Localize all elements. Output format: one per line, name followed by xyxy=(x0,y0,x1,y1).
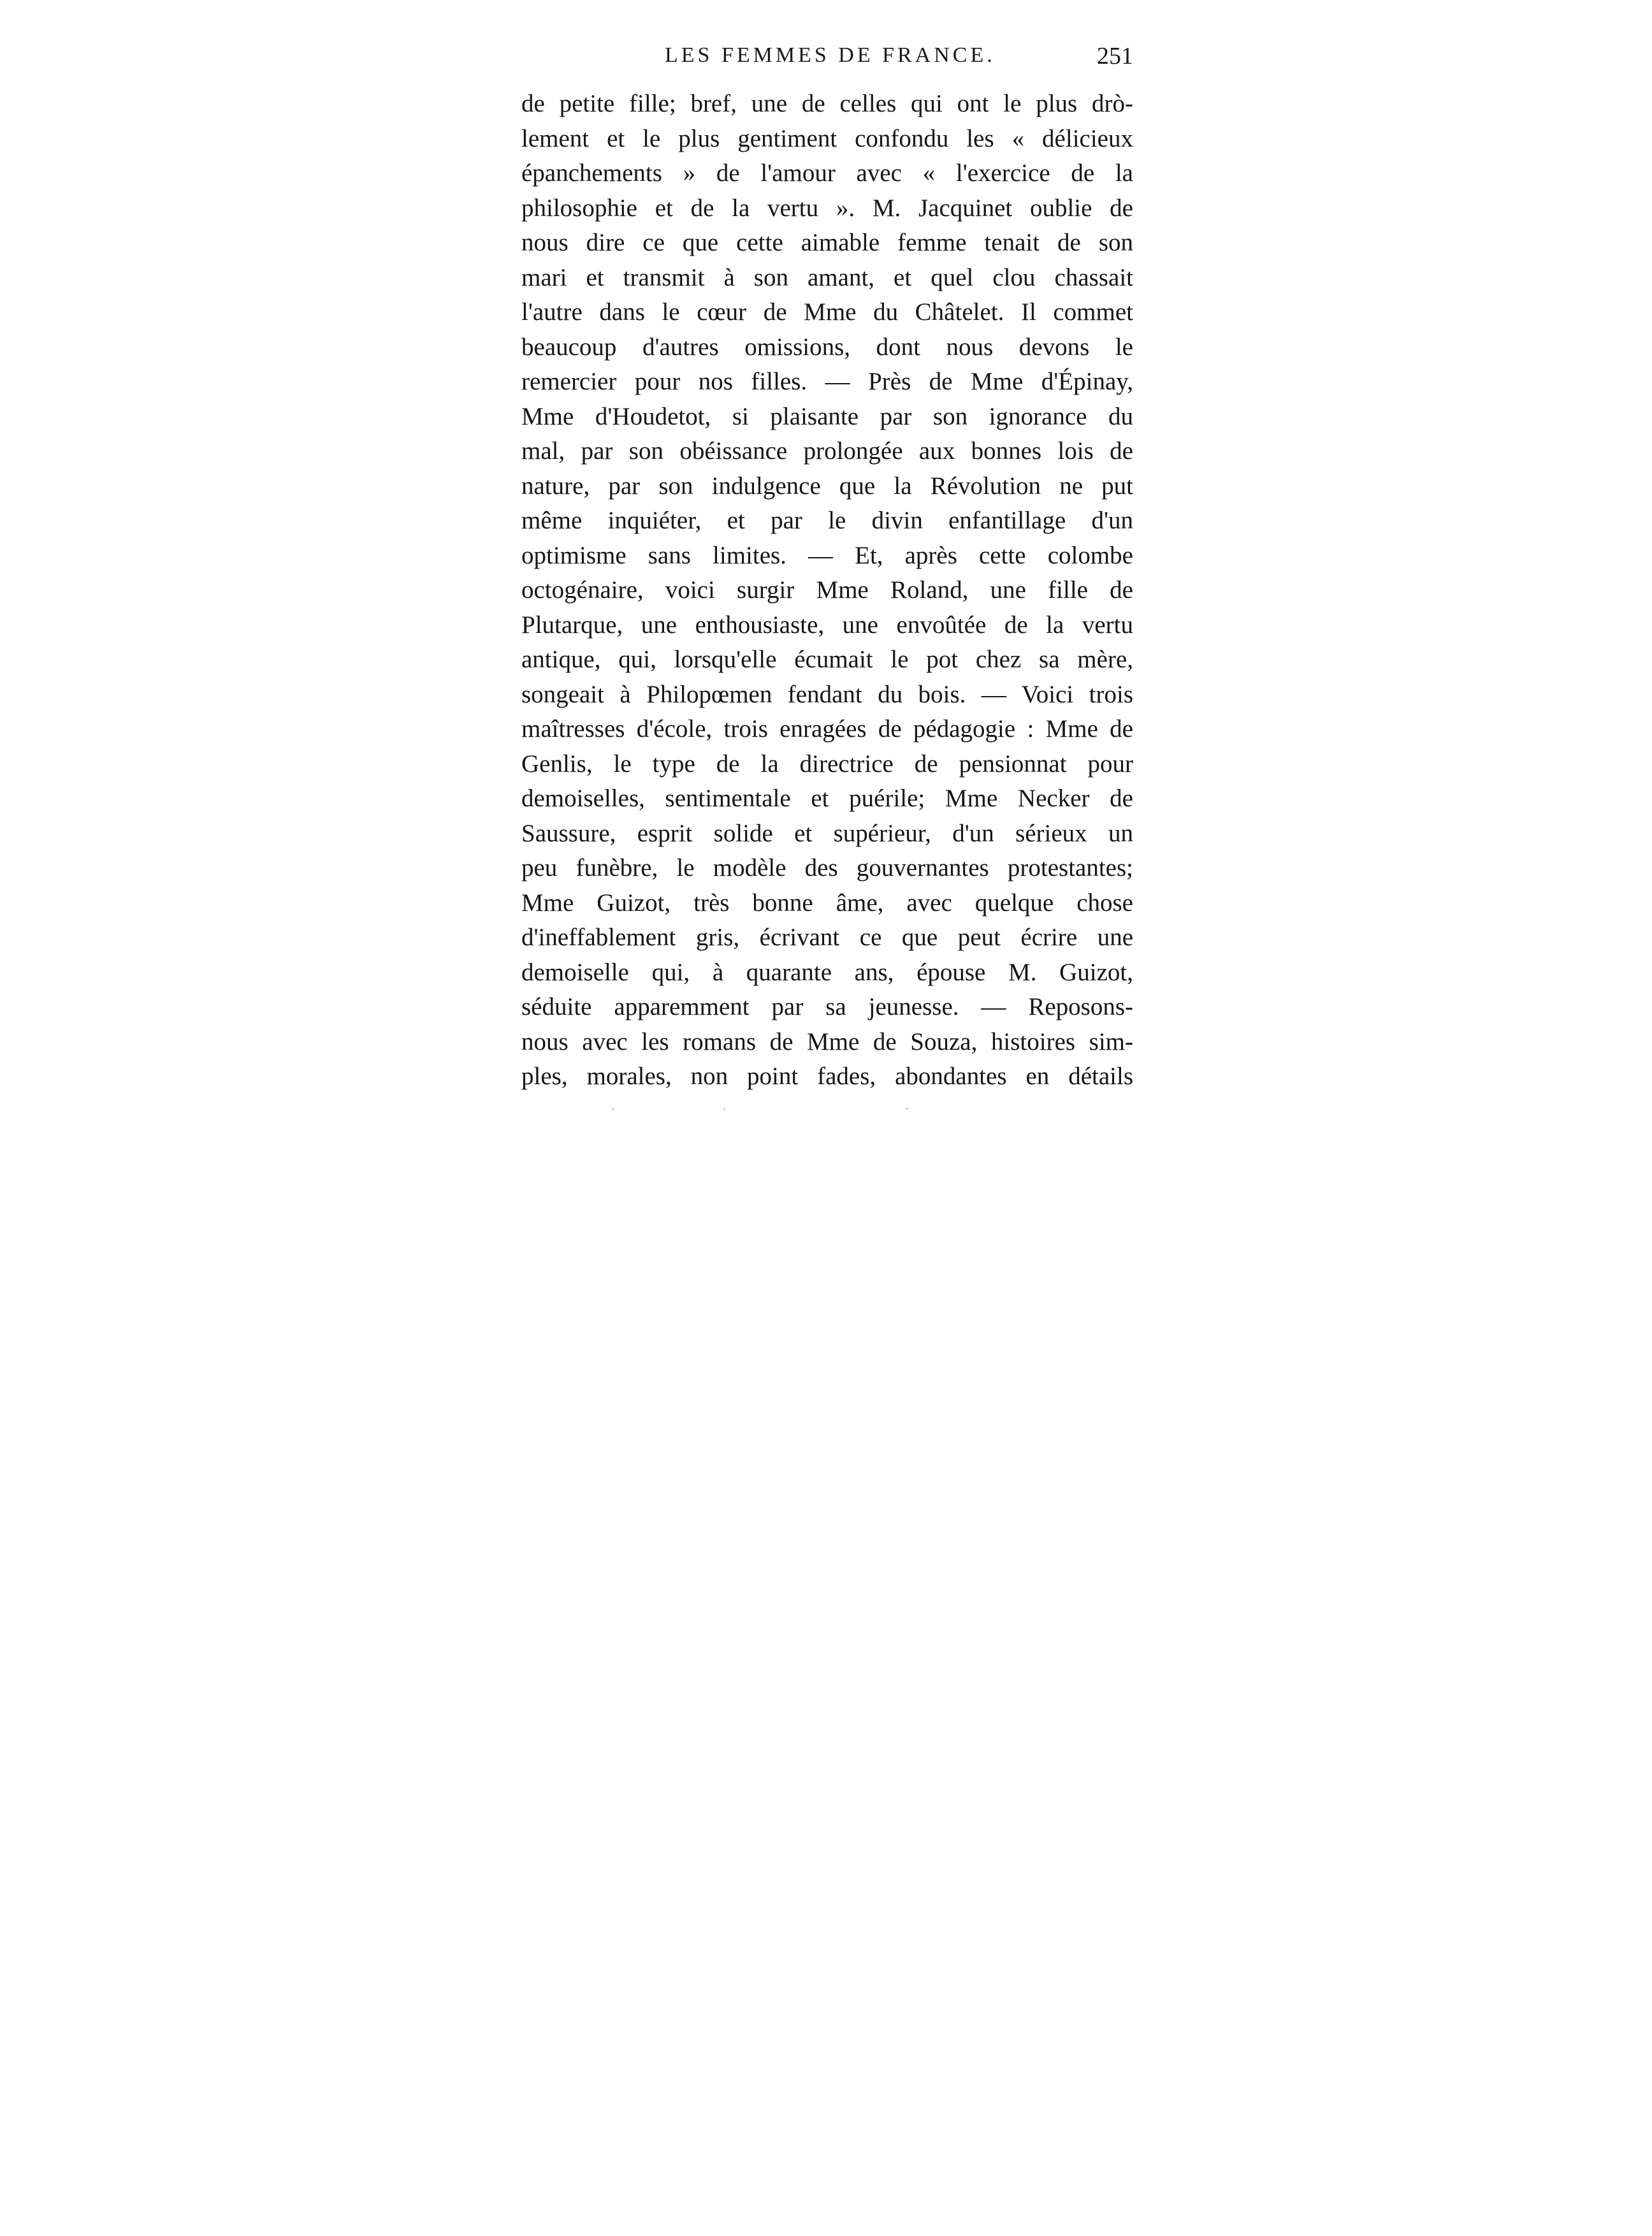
text-line: philosophie et de la vertu ». M. Jacquinet oublie de xyxy=(521,194,1133,222)
text-line: remercier pour nos filles. — Près de Mme d'Épinay, xyxy=(521,368,1133,395)
body-text xyxy=(521,87,1133,1094)
text-line: lement et le plus gentiment confondu les « délicieux xyxy=(521,124,1133,152)
text-line: mal, par son obéissance prolongée aux bonnes lois de xyxy=(521,437,1133,465)
scan-specks xyxy=(612,1108,918,1114)
text-line: mari et transmit à son amant, et quel clou chassait xyxy=(521,263,1133,291)
text-line: Plutarque, une enthousiaste, une envoûtée de la vertu xyxy=(521,611,1133,639)
page-number: 251 xyxy=(1097,43,1133,69)
text-line: optimisme sans limites. — Et, après cette colombe xyxy=(521,541,1133,569)
text-line: nous avec les romans de Mme de Souza, histoires sim- xyxy=(521,1027,1133,1056)
text-line: épanchements » de l'amour avec « l'exercice de la xyxy=(521,159,1133,187)
text-line: d'ineffablement gris, écrivant ce que peut écrire une xyxy=(521,924,1133,951)
text-line: Mme d'Houdetot, si plaisante par son ignorance du xyxy=(521,402,1133,430)
text-line: l'autre dans le cœur de Mme du Châtelet. Il commet xyxy=(521,298,1133,326)
text-line: maîtresses d'école, trois enragées de pédagogie : Mme de xyxy=(521,715,1133,743)
text-line: Mme Guizot, très bonne âme, avec quelque chose xyxy=(521,889,1133,917)
text-line: songeait à Philopœmen fendant du bois. — Voici trois xyxy=(521,680,1133,708)
text-line: peu funèbre, le modèle des gouvernantes protestantes; xyxy=(521,854,1133,882)
text-line: Genlis, le type de la directrice de pensionnat pour xyxy=(521,750,1133,778)
text-line: même inquiéter, et par le divin enfantillage d'un xyxy=(521,507,1133,534)
text-line: de petite fille; bref, une de celles qui ont le plus drò- xyxy=(521,90,1133,117)
text-line: octogénaire, voici surgir Mme Roland, une fille de xyxy=(521,576,1133,604)
scan-speck xyxy=(612,1108,614,1110)
text-line: Saussure, esprit solide et supérieur, d'un sérieux un xyxy=(521,819,1133,847)
text-line: nature, par son indulgence que la Révolution ne put xyxy=(521,472,1133,500)
text-line: séduite apparemment par sa jeunesse. — Reposons- xyxy=(521,993,1133,1020)
text-line: beaucoup d'autres omissions, dont nous devons le xyxy=(521,333,1133,361)
running-title: LES FEMMES DE FRANCE. xyxy=(665,43,996,67)
text-line: demoiselles, sentimentale et puérile; Mme Necker de xyxy=(521,785,1133,812)
text-line: nous dire ce que cette aimable femme tenait de son xyxy=(521,229,1133,256)
text-line: demoiselle qui, à quarante ans, épouse M. Guizot, xyxy=(521,958,1133,986)
running-head xyxy=(521,40,1133,78)
text-line: antique, qui, lorsqu'elle écumait le pot chez sa mère, xyxy=(521,646,1133,673)
scan-speck xyxy=(723,1108,725,1110)
text-line: ples, morales, non point fades, abondantes en détails xyxy=(521,1063,1133,1090)
scan-speck xyxy=(906,1108,908,1110)
